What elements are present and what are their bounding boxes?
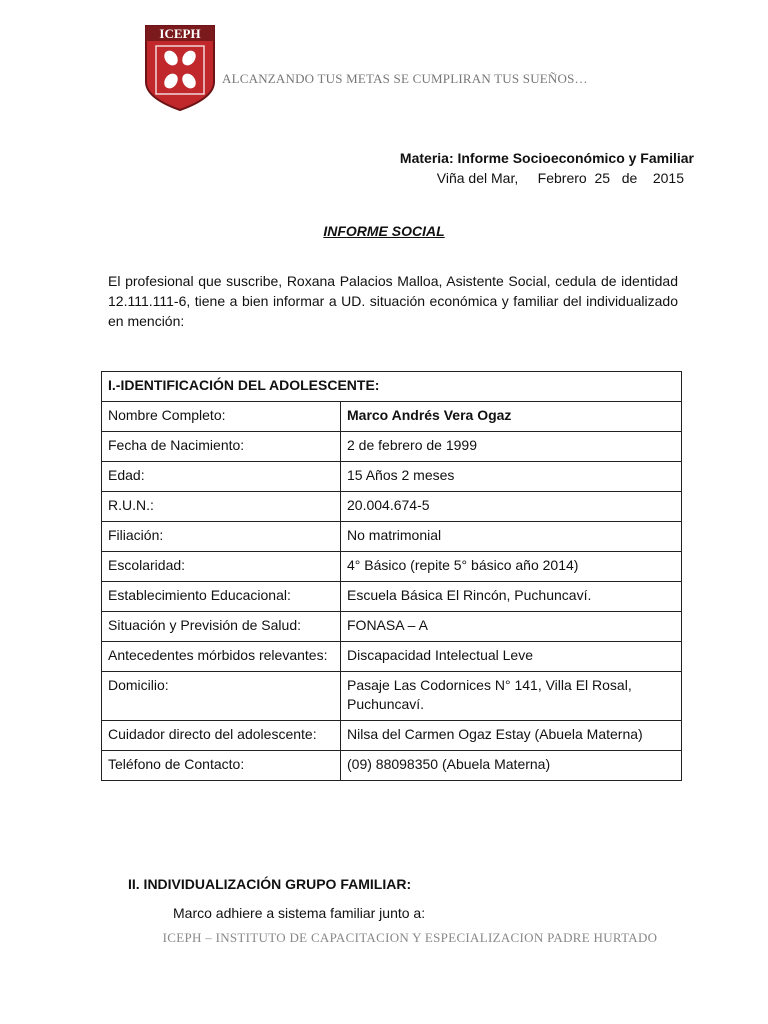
table-row	[102, 492, 682, 522]
section-text: Marco adhiere a sistema familiar junto a:	[173, 905, 426, 921]
subject-line: Materia: Informe Socioeconómico y Familiar	[399, 150, 694, 166]
row-label: Antecedentes mórbidos relevantes:	[102, 642, 341, 672]
row-label: Domicilio:	[102, 672, 341, 721]
row-value: 4° Básico (repite 5° básico año 2014)	[341, 552, 682, 582]
row-label: Escolaridad:	[102, 552, 341, 582]
table-row	[102, 751, 682, 781]
table-heading-row	[102, 372, 682, 402]
table-row	[102, 462, 682, 492]
row-label: Teléfono de Contacto:	[102, 751, 341, 781]
row-value: Discapacidad Intelectual Leve	[341, 642, 682, 672]
row-value: (09) 88098350 (Abuela Materna)	[341, 751, 682, 781]
table-row	[102, 721, 682, 751]
date-line: Viña del Mar, Febrero 25 de 2015	[436, 170, 684, 186]
row-value: 20.004.674-5	[341, 492, 682, 522]
section-heading: II. INDIVIDUALIZACIÓN GRUPO FAMILIAR:	[128, 876, 412, 892]
identification-table	[101, 371, 682, 781]
table-row	[102, 432, 682, 462]
row-label: Filiación:	[102, 522, 341, 552]
row-value: Nilsa del Carmen Ogaz Estay (Abuela Materna)	[341, 721, 682, 751]
logo-text: ICEPH	[159, 26, 201, 41]
header-motto: ALCANZANDO TUS METAS SE CUMPLIRAN TUS SUEÑOS…	[222, 71, 588, 86]
iceph-logo	[144, 24, 216, 112]
row-value: FONASA – A	[341, 612, 682, 642]
row-label: Fecha de Nacimiento:	[102, 432, 341, 462]
row-value: 2 de febrero de 1999	[341, 432, 682, 462]
table-row	[102, 552, 682, 582]
table-row	[102, 522, 682, 552]
table-row	[102, 642, 682, 672]
table-row	[102, 402, 682, 432]
table-row	[102, 672, 682, 721]
row-value: No matrimonial	[341, 522, 682, 552]
table-row	[102, 612, 682, 642]
table-row	[102, 582, 682, 612]
row-value: Marco Andrés Vera Ogaz	[341, 402, 682, 432]
row-label: Edad:	[102, 462, 341, 492]
row-value: 15 Años 2 meses	[341, 462, 682, 492]
row-label: Establecimiento Educacional:	[102, 582, 341, 612]
row-value: Escuela Básica El Rincón, Puchuncaví.	[341, 582, 682, 612]
document-title: INFORME SOCIAL	[323, 223, 445, 239]
row-label: Cuidador directo del adolescente:	[102, 721, 341, 751]
row-label: R.U.N.:	[102, 492, 341, 522]
row-label: Situación y Previsión de Salud:	[102, 612, 341, 642]
page-footer: ICEPH – INSTITUTO DE CAPACITACION Y ESPECIALIZACION PADRE HURTADO	[162, 930, 658, 945]
row-label: Nombre Completo:	[102, 402, 341, 432]
intro-paragraph: El profesional que suscribe, Roxana Palacios Malloa, Asistente Social, cedula de identidad 12.111.111-6, tiene a bien informar a UD. situación económica y familiar del individualizado en mención:	[108, 273, 678, 329]
row-value: Pasaje Las Codornices N° 141, Villa El Rosal, Puchuncaví.	[341, 672, 682, 721]
table-heading: I.-IDENTIFICACIÓN DEL ADOLESCENTE:	[102, 372, 682, 402]
